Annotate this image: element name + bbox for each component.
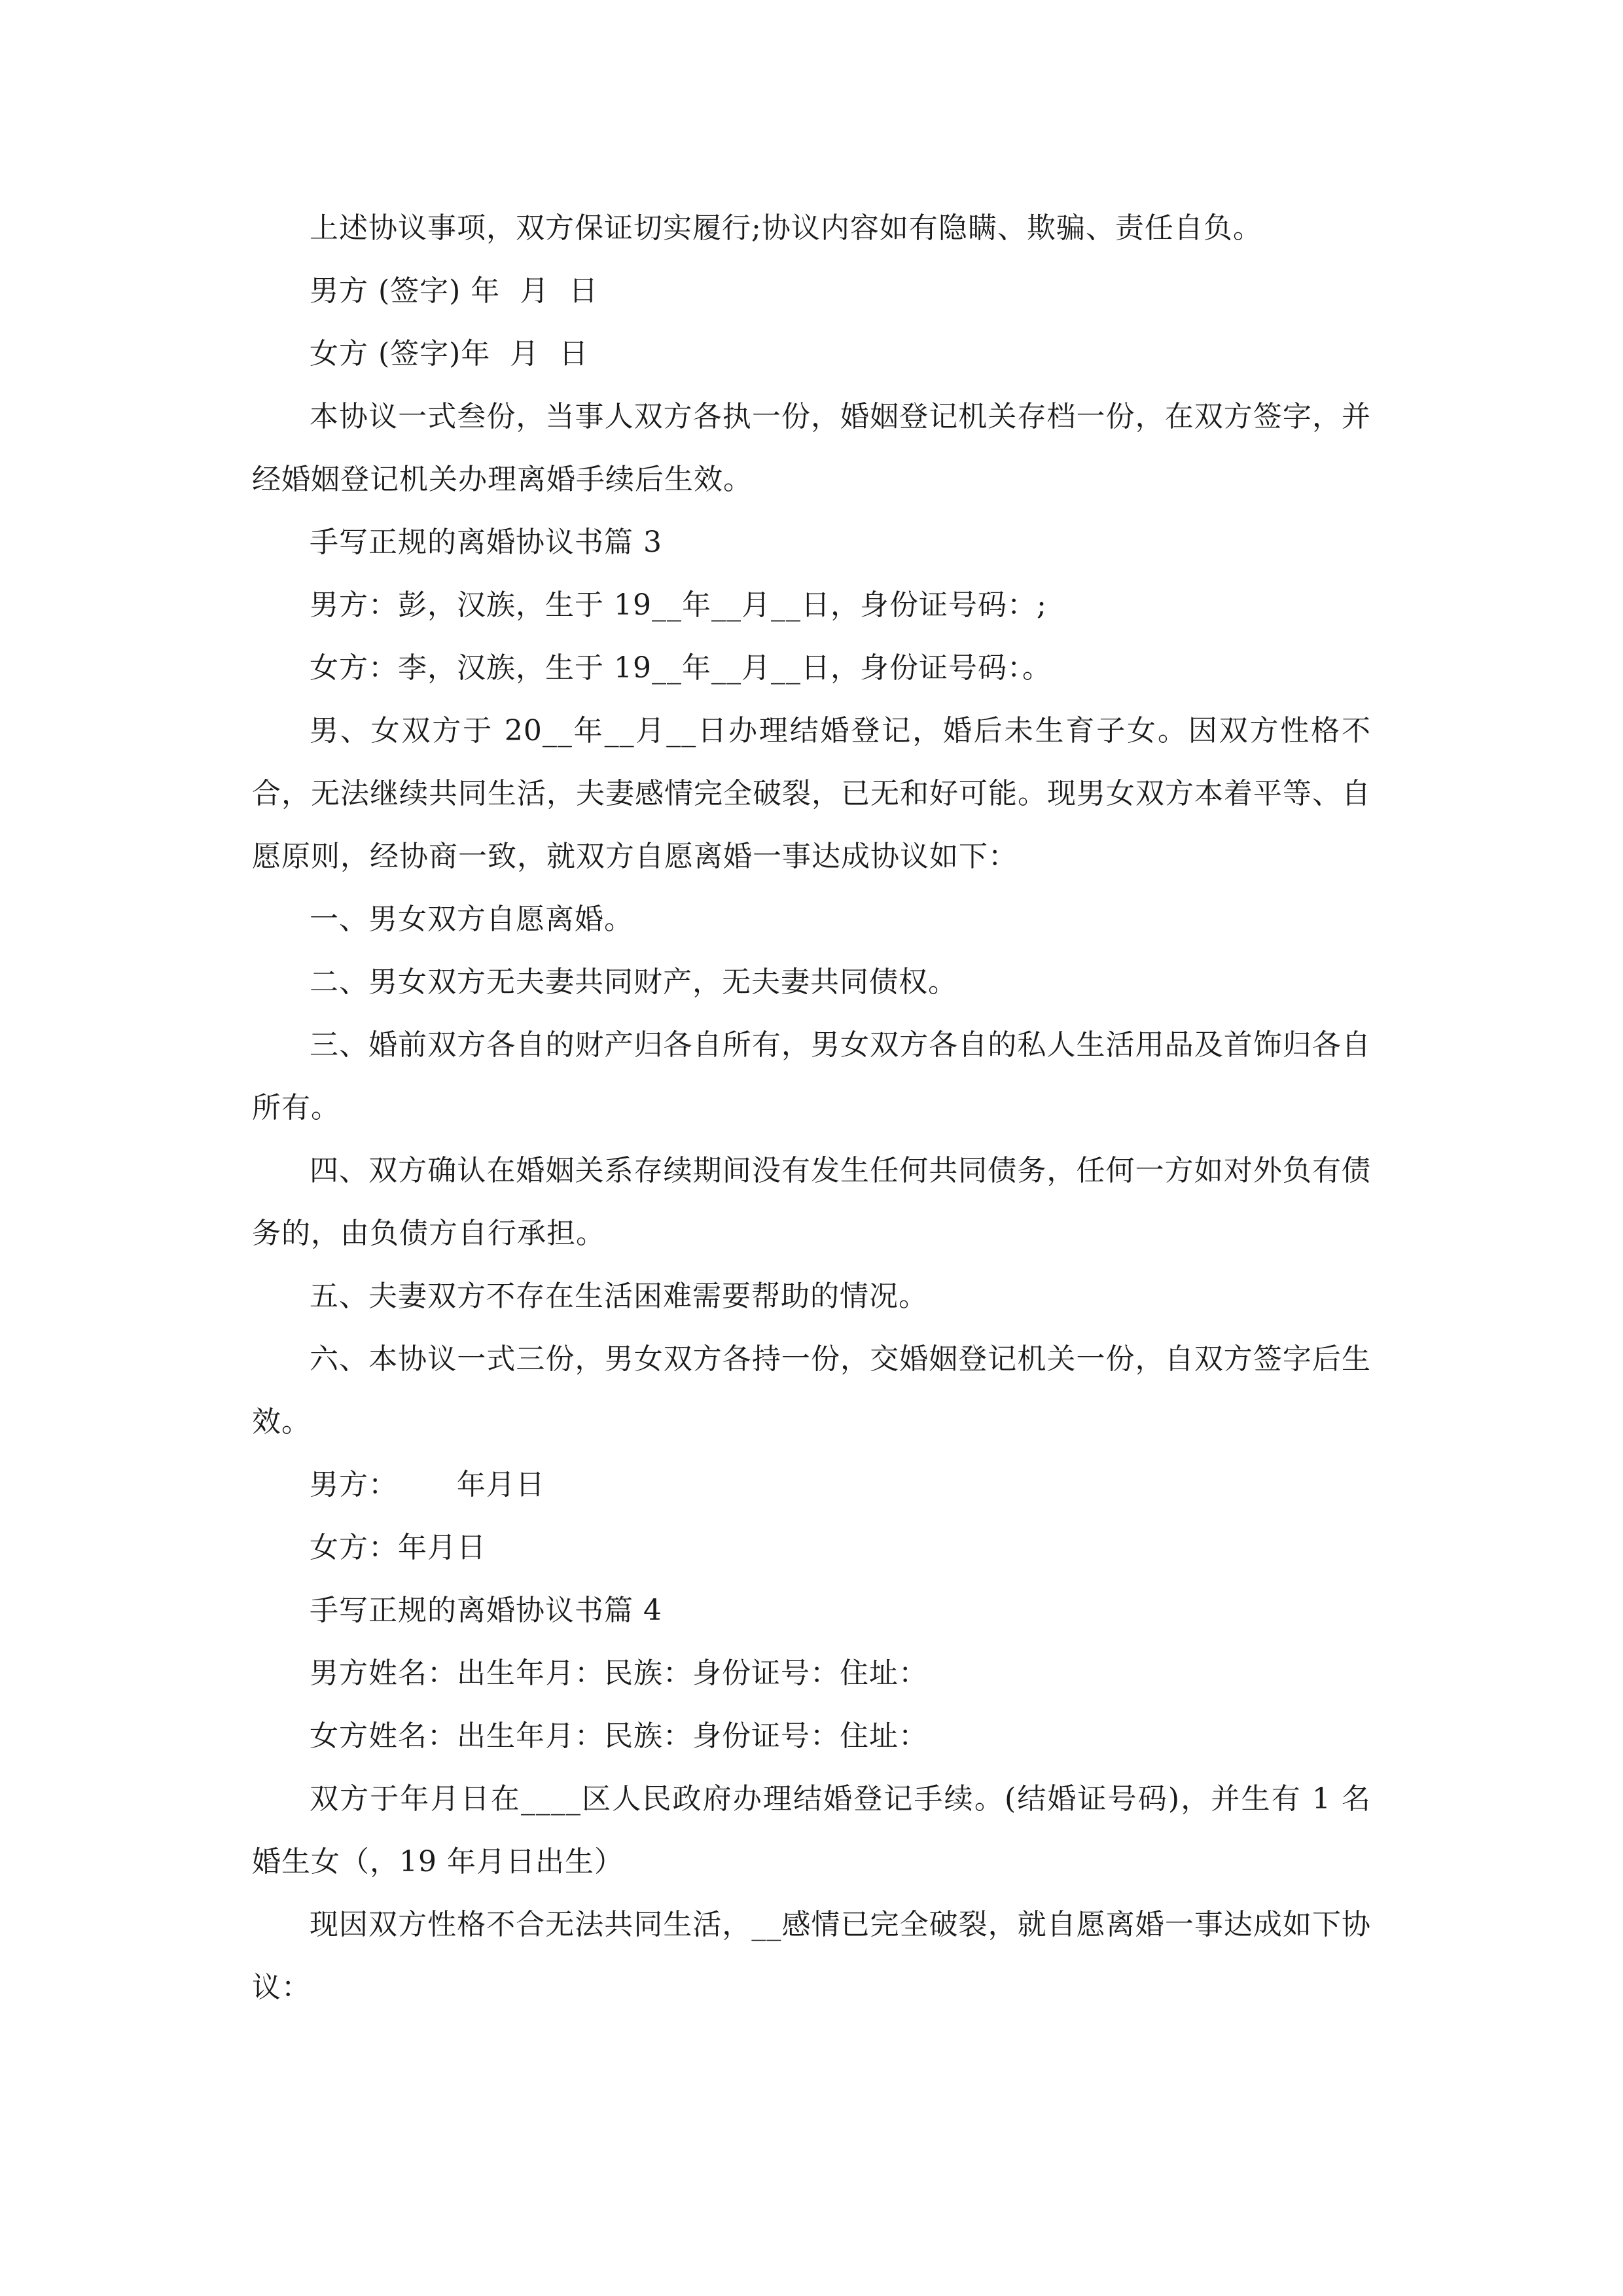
paragraph-male-date: 男方： 年月日 bbox=[310, 1468, 545, 1501]
paragraph-marriage-registration: 双方于年月日在____区人民政府办理结婚登记手续。(结婚证号码)，并生有 1 名婚生女（，19 年月日出生） bbox=[252, 1782, 1371, 1878]
section-heading-4: 手写正规的离婚协议书篇 4 bbox=[310, 1594, 662, 1627]
paragraph-divorce-intent: 现因双方性格不合无法共同生活，__感情已完全破裂，就自愿离婚一事达成如下协议： bbox=[252, 1908, 1371, 2004]
document-body bbox=[252, 197, 1371, 2019]
paragraph-female-fields: 女方姓名：出生年月：民族：身份证号：住址： bbox=[310, 1719, 928, 1753]
paragraph-female-signature: 女方 (签字)年 月 日 bbox=[310, 337, 589, 370]
section-heading-3: 手写正规的离婚协议书篇 3 bbox=[310, 526, 662, 559]
clause-4: 四、双方确认在婚姻关系存续期间没有发生任何共同债务，任何一方如对外负有债务的，由负债方自行承担。 bbox=[252, 1154, 1371, 1250]
paragraph-female-date: 女方：年月日 bbox=[310, 1531, 486, 1564]
clause-1: 一、男女双方自愿离婚。 bbox=[310, 903, 633, 936]
paragraph-female-info: 女方：李，汉族，生于 19__年__月__日，身份证号码：。 bbox=[310, 651, 1052, 685]
clause-5: 五、夫妻双方不存在生活困难需要帮助的情况。 bbox=[310, 1280, 928, 1313]
paragraph-male-info: 男方：彭，汉族，生于 19__年__月__日，身份证号码：; bbox=[310, 588, 1047, 622]
paragraph-copies-effect: 本协议一式叁份，当事人双方各执一份，婚姻登记机关存档一份，在双方签字，并经婚姻登记机关办理离婚手续后生效。 bbox=[252, 400, 1371, 496]
paragraph-male-fields: 男方姓名：出生年月：民族：身份证号：住址： bbox=[310, 1657, 928, 1690]
paragraph-male-signature: 男方 (签字) 年 月 日 bbox=[310, 274, 599, 308]
paragraph-agreement-fulfillment: 上述协议事项，双方保证切实履行;协议内容如有隐瞒、欺骗、责任自负。 bbox=[310, 211, 1262, 245]
paragraph-marriage-background: 男、女双方于 20__年__月__日办理结婚登记，婚后未生育子女。因双方性格不合，无法继续共同生活，夫妻感情完全破裂，已无和好可能。现男女双方本着平等、自愿原则，经协商一致，就双方自愿离婚一事达成协议如下： bbox=[252, 714, 1371, 873]
clause-3: 三、婚前双方各自的财产归各自所有，男女双方各自的私人生活用品及首饰归各自所有。 bbox=[252, 1028, 1371, 1124]
clause-6: 六、本协议一式三份，男女双方各持一份，交婚姻登记机关一份，自双方签字后生效。 bbox=[252, 1342, 1371, 1439]
clause-2: 二、男女双方无夫妻共同财产，无夫妻共同债权。 bbox=[310, 965, 957, 999]
